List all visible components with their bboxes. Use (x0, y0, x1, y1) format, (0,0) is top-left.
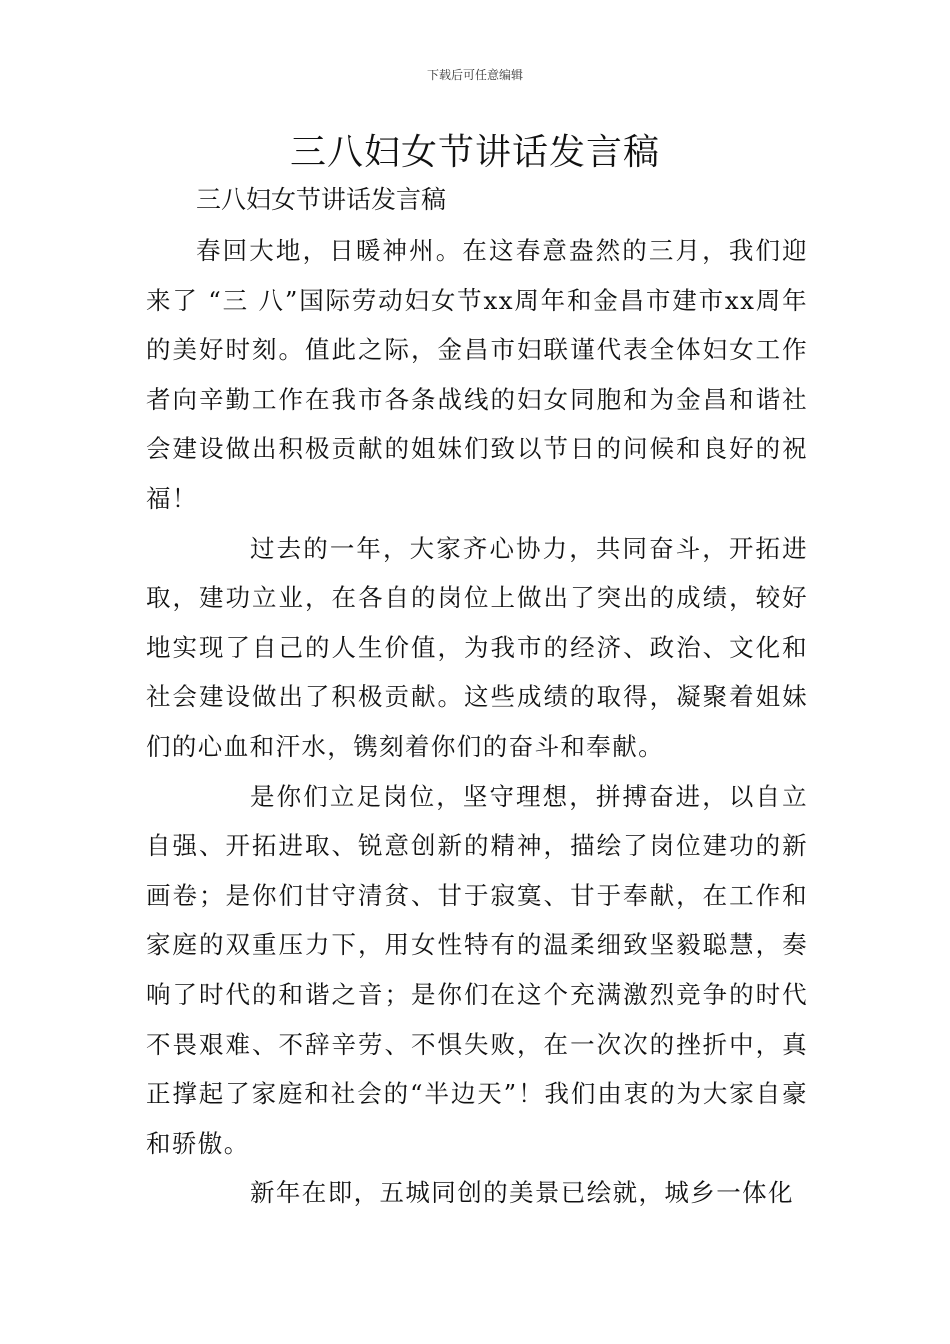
document-body (146, 226, 808, 1218)
document-title: 三八妇女节讲话发言稿 (289, 132, 660, 173)
paragraph-achievements: 过去的一年，大家齐心协力，共同奋斗，开拓进取，建功立业，在各自的岗位上做出了突出的成绩，较好地实现了自己的人生价值，为我市的经济、政治、文化和社会建设做出了积极贡献。这些成绩的取得，凝聚着姐妹们的心血和汗水，镌刻着你们的奋斗和奉献。 (146, 533, 808, 761)
paragraph-greeting: 春回大地，日暖神州。在这春意盎然的三月，我们迎来了 “三 八”国际劳动妇女节xx周年和金昌市建市xx周年的美好时刻。值此之际，金昌市妇联谨代表全体妇女工作者向辛勤工作在我市各条战线的妇女同胞和为金昌和谐社会建设做出积极贡献的姐妹们致以节日的问候和良好的祝福！ (146, 236, 808, 513)
document-subtitle: 三八妇女节讲话发言稿 (196, 185, 447, 214)
paragraph-new-year: 新年在即，五城同创的美景已绘就，城乡一体化 (250, 1178, 794, 1208)
page-header-note: 下载后可任意编辑 (426, 68, 523, 82)
paragraph-tribute: 是你们立足岗位，坚守理想，拼搏奋进，以自立自强、开拓进取、锐意创新的精神，描绘了岗位建功的新画卷；是你们甘守清贫、甘于寂寞、甘于奉献，在工作和家庭的双重压力下，用女性特有的温柔细致坚毅聪慧，奏响了时代的和谐之音；是你们在这个充满激烈竞争的时代不畏艰难、不辞辛劳、不惧失败，在一次次的挫折中，真正撑起了家庭和社会的“半边天”！我们由衷的为大家自豪和骄傲。 (146, 781, 808, 1158)
